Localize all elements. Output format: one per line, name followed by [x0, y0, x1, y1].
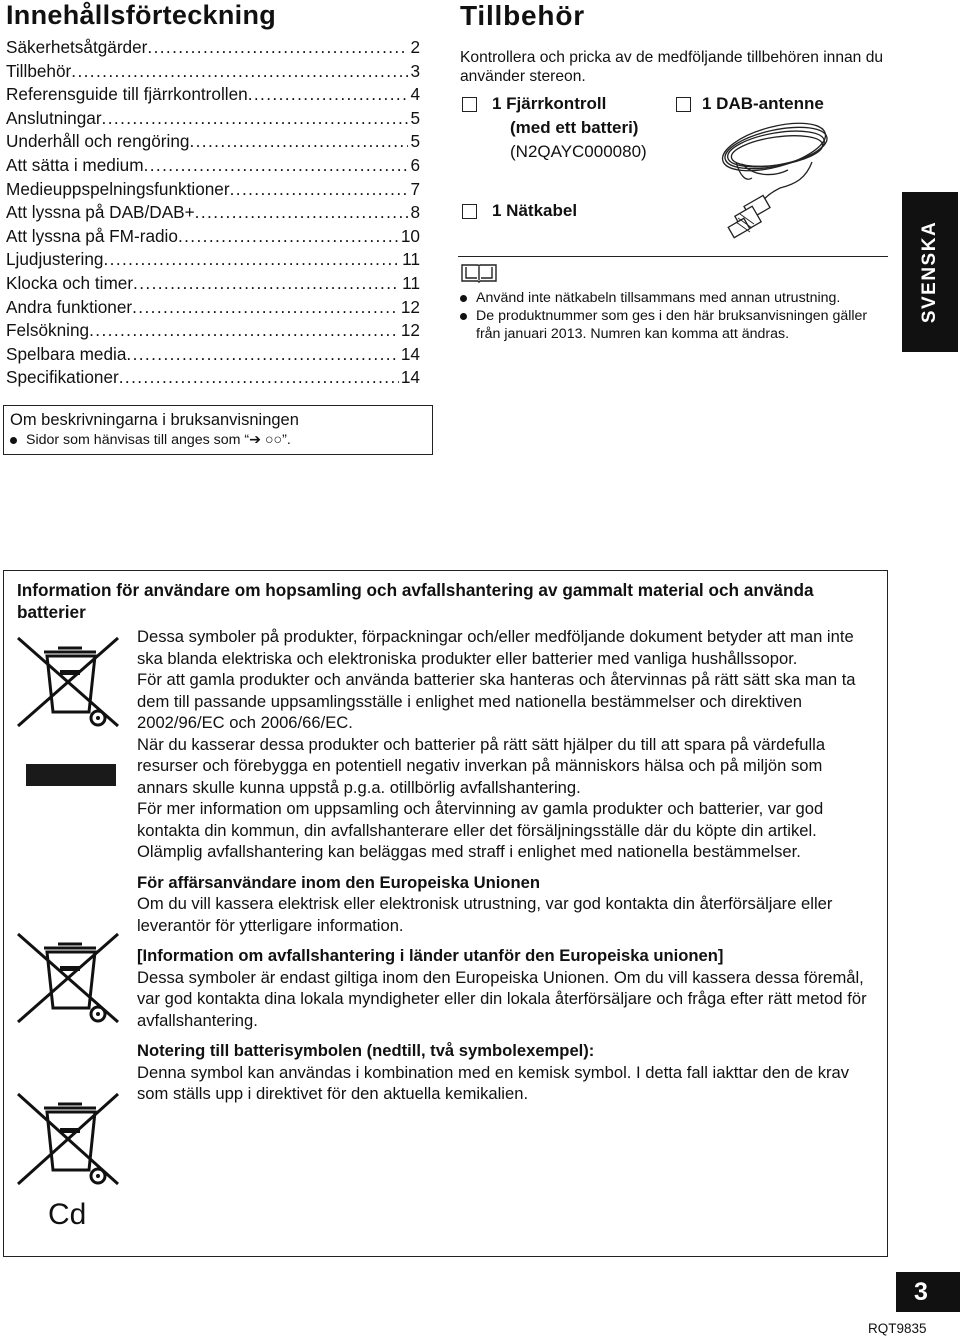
toc-entry-page: 4 — [410, 84, 420, 105]
toc-entry-label: Klocka och timer — [6, 272, 134, 293]
toc-leader-dots — [248, 83, 409, 107]
toc-entry[interactable] — [6, 83, 420, 107]
toc-leader-dots — [230, 178, 409, 202]
toc-entry-page: 10 — [400, 225, 420, 246]
toc-entry-page: 5 — [410, 107, 420, 128]
toc-leader-dots — [189, 130, 408, 154]
bullet-icon — [460, 313, 467, 320]
business-users-text: Om du vill kassera elektrisk eller elektronisk utrustning, var god kontakta din återförsäljare eller leverantör för ytterligare information. — [137, 894, 833, 935]
toc-entry[interactable] — [6, 248, 420, 272]
toc-entry-label: Säkerhetsåtgärder — [6, 37, 148, 57]
accessories-title: Tillbehör — [460, 0, 585, 31]
toc-entry[interactable] — [6, 60, 420, 84]
toc-entry-page: 5 — [410, 131, 420, 152]
toc-entry[interactable] — [6, 225, 420, 249]
accessory-remote-detail: (med ett batteri) — [510, 118, 639, 137]
note-item — [10, 432, 291, 448]
checkbox-remote[interactable] — [462, 97, 477, 112]
crossed-out-wheelie-bin-icon — [14, 1090, 126, 1190]
bullet-icon — [460, 295, 467, 302]
outside-eu-text: Dessa symboler är endast giltiga inom den Europeiska Unionen. Om du vill kassera dessa föremål, var god kontakta dina lokala myndigheter eller din lokala återförsäljare och fråga efter rätt metod för avfallshantering. — [137, 967, 867, 1030]
toc-leader-dots — [195, 201, 409, 225]
toc-entry-label: Specifikationer — [6, 367, 119, 388]
toc-entry[interactable] — [6, 366, 420, 390]
toc-entry-page: 14 — [400, 343, 420, 364]
toc-entry[interactable] — [6, 296, 420, 320]
toc-entry-label: Att sätta i medium — [6, 154, 144, 175]
toc-entry-page: 11 — [402, 249, 420, 270]
toc-entry-label: Att lyssna på DAB/DAB+ — [6, 202, 195, 223]
dab-antenna-icon — [716, 118, 834, 254]
toc-entry[interactable] — [6, 178, 420, 202]
toc-entry-label: Referensguide till fjärrkontrollen — [6, 84, 248, 105]
toc-entry-page: 12 — [400, 296, 420, 317]
battery-symbol-text: Denna symbol kan användas i kombination med en kemisk symbol. I detta fall iakttar den de krav som ställs upp i direktivet för den aktuella kemikalien. — [137, 1062, 850, 1103]
toc-entry-label: Tillbehör — [6, 60, 72, 81]
crossed-out-wheelie-bin-icon — [14, 634, 126, 730]
disposal-paragraph: För att gamla produkter och använda batterier ska hanteras och återvinnas på rätt sätt ska man ta dem till passande uppsamlingsställe i enlighet med nationella bestämmelser och direktiven 2002/96/EC och 2006/66/EC. — [137, 670, 856, 732]
toc-entry[interactable] — [6, 343, 420, 367]
toc-entry-label: Andra funktioner — [6, 296, 133, 317]
accessory-remote-part-number: (N2QAYC000080) — [510, 142, 647, 161]
toc-entry-page: 2 — [410, 37, 420, 57]
toc-leader-dots — [132, 296, 399, 320]
accessory-antenna-label: 1 DAB-antenne — [702, 94, 824, 113]
toc-entry-page: 11 — [402, 272, 420, 293]
toc-title: Innehållsförteckning — [6, 0, 277, 30]
toc-leader-dots — [126, 343, 398, 367]
accessory-note-2 — [460, 308, 880, 343]
toc-entry-label: Ljudjustering — [6, 249, 104, 270]
toc-entry[interactable] — [6, 272, 420, 296]
accessory-remote-label: 1 Fjärrkontroll — [492, 94, 607, 113]
toc-leader-dots — [89, 319, 399, 343]
toc-leader-dots — [147, 36, 408, 60]
bullet-icon — [10, 437, 17, 444]
toc-entry-page: 7 — [410, 178, 420, 199]
document-code: RQT9835 — [868, 1321, 927, 1336]
toc-leader-dots — [144, 154, 409, 178]
toc-entry-label: Underhåll och rengöring — [6, 131, 190, 152]
toc-entry-label: Felsökning — [6, 320, 90, 341]
note-item-text: Sidor som hänvisas till anges som “➔ ○○”. — [26, 432, 291, 448]
checkbox-cable[interactable] — [462, 204, 477, 219]
checkbox-antenna[interactable] — [676, 97, 691, 112]
disposal-body — [137, 626, 877, 1105]
toc-leader-dots — [133, 272, 400, 296]
toc-entry[interactable] — [6, 36, 420, 60]
toc-leader-dots — [119, 366, 399, 390]
disposal-heading: Information för användare om hopsamling och avfallshantering av gammalt material och använda batterier — [17, 580, 814, 622]
crossed-out-wheelie-bin-icon — [14, 930, 126, 1026]
toc-entry-page: 12 — [400, 320, 420, 341]
disposal-paragraph: När du kasserar dessa produkter och batterier på rätt sätt hjälper du till att spara på värdefulla resurser och förebygga en potentiell negativ inverkan på människors hälsa och på miljön som annars skulle kunna uppstå p.g.a. otillbörlig avfallshantering. — [137, 734, 826, 797]
toc-entry-label: Anslutningar — [6, 107, 102, 128]
toc-entry[interactable] — [6, 319, 420, 343]
note-title: Om beskrivningarna i bruksanvisningen — [10, 411, 299, 429]
toc-leader-dots — [178, 225, 399, 249]
battery-symbol-title: Notering till batterisymbolen (nedtill, två symbolexempel): — [137, 1041, 595, 1060]
chemical-symbol-label: Cd — [48, 1198, 87, 1231]
disposal-paragraph: Dessa symboler på produkter, förpackningar och/eller medföljande dokument betyder att man inte ska blanda elektriska och elektroniska produkter eller batterier med vanliga hushållssopor. — [137, 627, 854, 668]
accessory-note-1-text: Använd inte nätkabeln tillsammans med annan utrustning. — [476, 290, 841, 306]
reference-book-icon — [460, 262, 498, 284]
accessory-cable-label: 1 Nätkabel — [492, 201, 578, 220]
outside-eu-title: [Information om avfallshantering i länder utanför den Europeiska unionen] — [137, 946, 724, 965]
toc-entry-page: 6 — [410, 154, 420, 175]
accessory-note-2-text: De produktnummer som ges i den här bruksanvisningen gäller från januari 2013. Numren kan komma att ändras. — [476, 308, 868, 342]
accessories-intro: Kontrollera och pricka av de medföljande tillbehören innan du använder stereon. — [460, 49, 884, 85]
toc-entry-label: Att lyssna på FM-radio — [6, 225, 178, 246]
accessory-note-1 — [460, 290, 890, 308]
business-users-title: För affärsanvändare inom den Europeiska Unionen — [137, 872, 540, 892]
language-tab-label — [902, 192, 958, 352]
language-tab-text: SVENSKA — [919, 220, 941, 324]
toc-entry[interactable] — [6, 201, 420, 225]
toc-entry[interactable] — [6, 107, 420, 131]
disposal-paragraph: Olämplig avfallshantering kan beläggas med straff i enlighet med nationella bestämmelser. — [137, 842, 801, 861]
toc-entry-page: 8 — [410, 202, 420, 223]
toc-leader-dots — [102, 107, 409, 131]
page-number: 3 — [914, 1277, 928, 1306]
toc-entry-label: Spelbara media — [6, 343, 127, 364]
toc-entry-label: Medieuppspelningsfunktioner — [6, 178, 230, 199]
section-divider — [458, 256, 888, 257]
toc-leader-dots — [71, 60, 408, 84]
toc-entry[interactable] — [6, 130, 420, 154]
toc-leader-dots — [103, 248, 400, 272]
black-bar-symbol — [26, 764, 116, 786]
toc-entry-page: 3 — [410, 60, 420, 81]
toc-list — [6, 36, 420, 390]
toc-entry-page: 14 — [400, 367, 420, 388]
toc-entry[interactable] — [6, 154, 420, 178]
disposal-paragraph: För mer information om uppsamling och återvinning av gamla produkter och batterier, var god kontakta din kommun, din avfallshanterare eller det försäljningsställe där du köpte din artikel. — [137, 799, 824, 840]
